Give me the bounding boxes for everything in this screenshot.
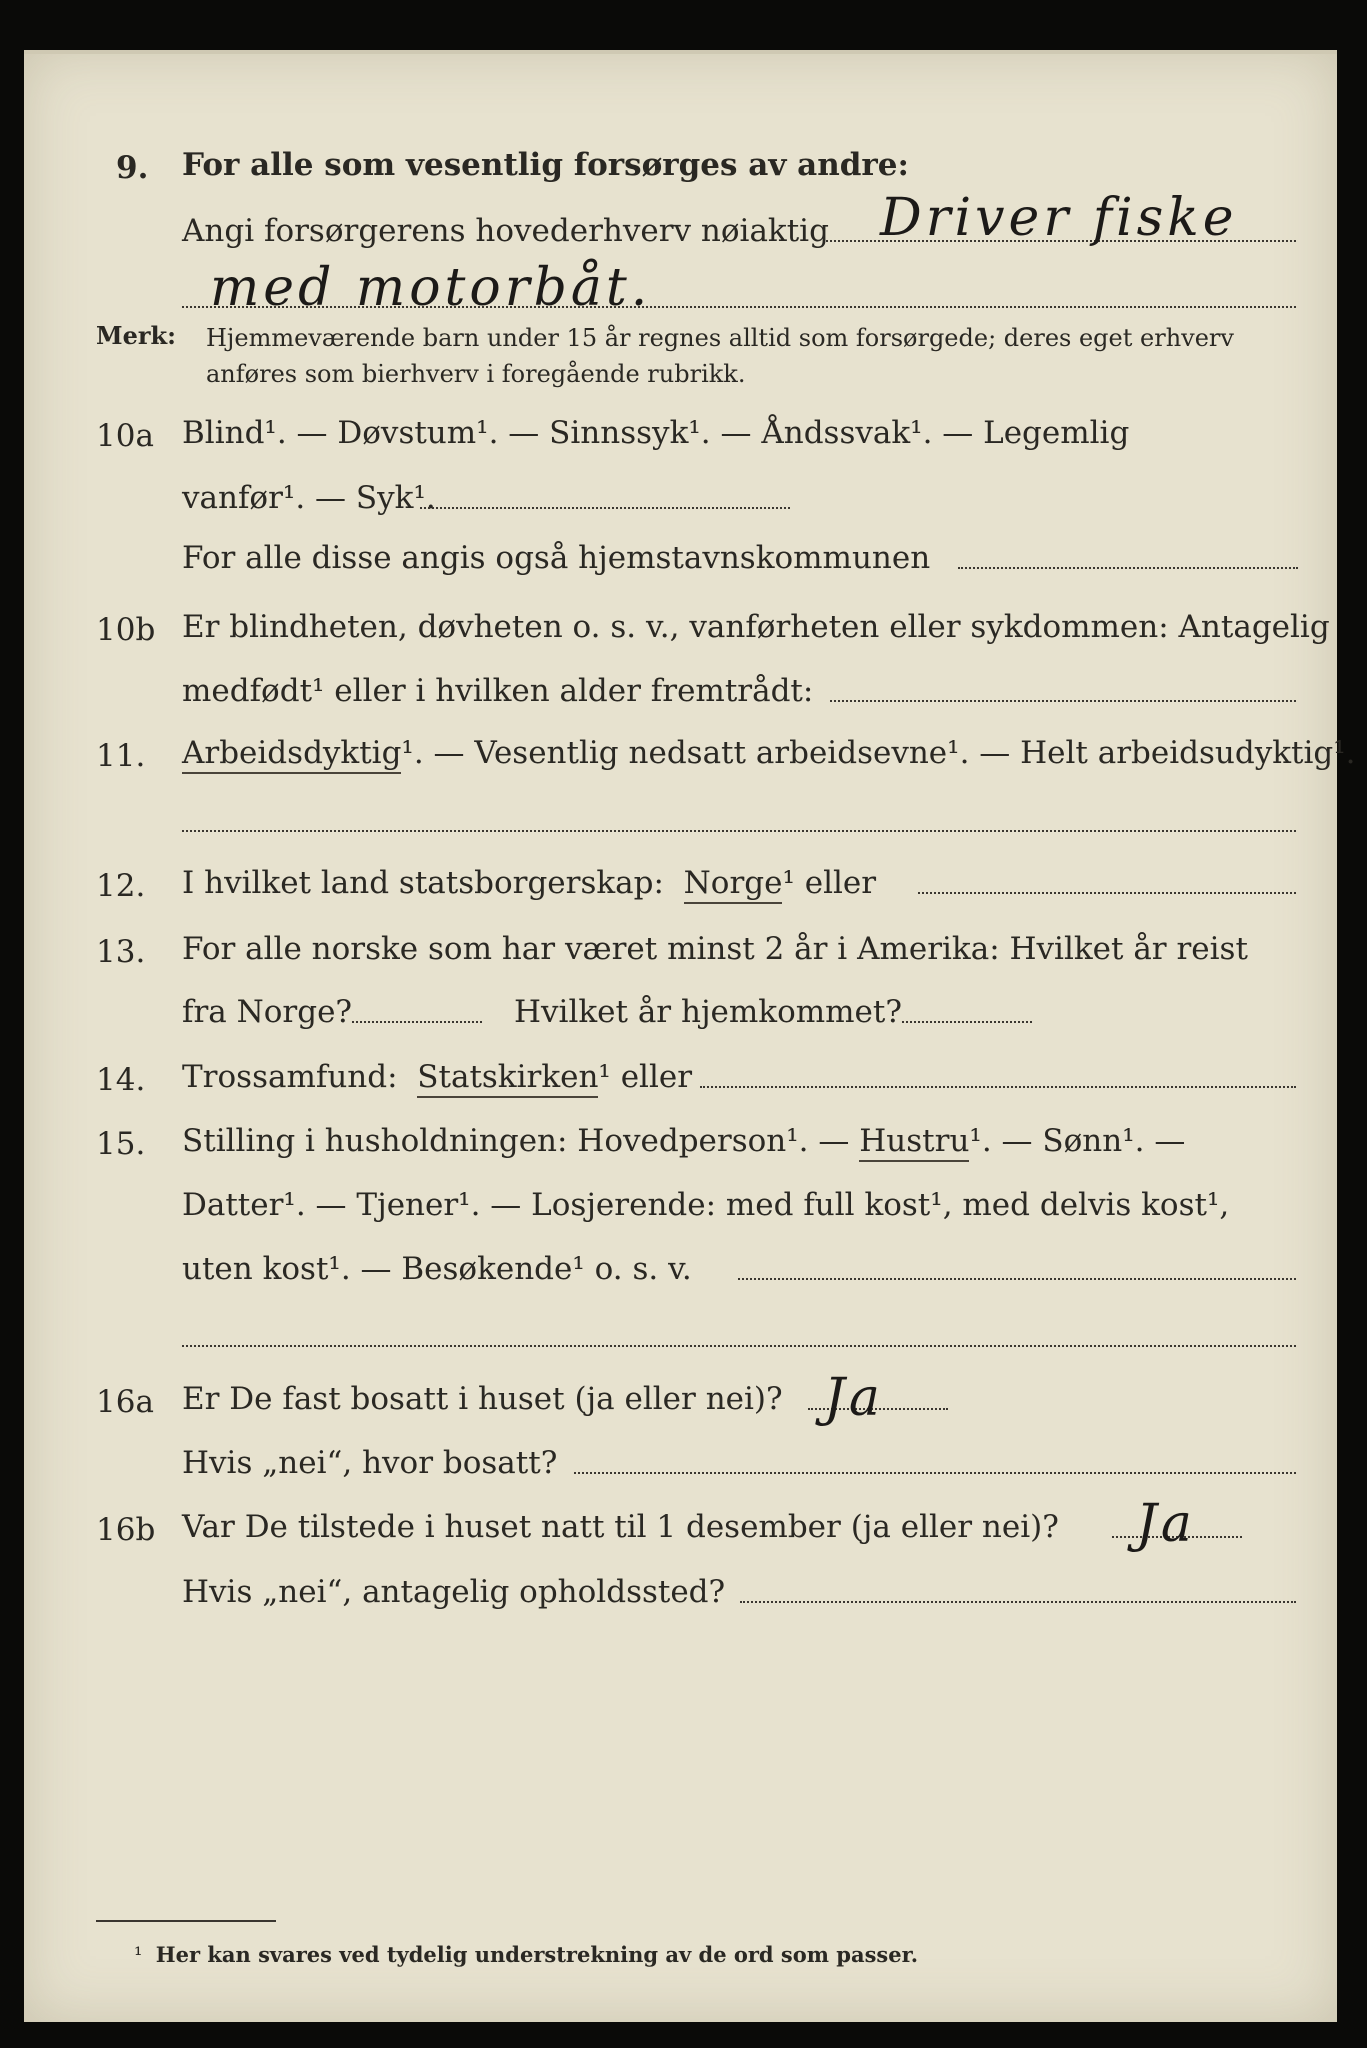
footnote-text: Her kan svares ved tydelig understrekning av de ord som passer. — [155, 1942, 919, 1967]
q14-post: ¹ eller — [598, 1059, 693, 1095]
q12-post: ¹ eller — [782, 865, 877, 901]
q16b-handwritten-answer: Ja — [1136, 1494, 1196, 1554]
q14-option-statskirken[interactable]: Statskirken — [417, 1059, 598, 1098]
q10a-syk-line[interactable] — [420, 507, 790, 509]
q14-line — [182, 1059, 693, 1095]
q10b-line-1: Er blindheten, døvheten o. s. v., vanførheten eller sykdommen: Antagelig — [182, 609, 1330, 645]
q14-prompt: Trossamfund: — [182, 1059, 398, 1095]
q9-heading: For alle som vesentlig forsørges av andre: — [182, 147, 909, 183]
q10a-line-3: For alle disse angis også hjemstavnskommunen — [182, 540, 931, 576]
q13-reist-line[interactable] — [352, 1021, 482, 1023]
footnote — [134, 1944, 918, 1966]
q15-option-hustru[interactable]: Hustru — [859, 1123, 969, 1162]
q11-number: 11. — [96, 738, 146, 774]
q11-rest: ¹. — Vesentlig nedsatt arbeidsevne¹. — Helt arbeidsudyktig¹. — [401, 735, 1356, 771]
q16b-number: 16b — [96, 1512, 156, 1548]
q9-prompt: Angi forsørgerens hovederhverv nøiaktig — [182, 213, 829, 249]
q13-reist-label: fra Norge? — [182, 994, 353, 1030]
footnote-mark: ¹ — [134, 1943, 143, 1967]
merk-line-1: Hjemmeværende barn under 15 år regnes alltid som forsørgede; deres eget erhverv — [206, 324, 1234, 352]
q12-prompt: I hvilket land statsborgerskap: — [182, 865, 664, 901]
q9-handwritten-answer-2: med motorbåt. — [210, 258, 652, 318]
q16a-bosatt-line[interactable] — [574, 1472, 1296, 1474]
q16a-handwritten-answer: Ja — [824, 1368, 884, 1428]
q13-line-1: For alle norske som har været minst 2 år i Amerika: Hvilket år reist — [182, 931, 1248, 967]
q16b-line-2: Hvis „nei“, antagelig opholdssted? — [182, 1574, 726, 1610]
q10b-answer-line[interactable] — [830, 700, 1296, 702]
q12-line — [182, 865, 877, 901]
q9-number: 9. — [116, 150, 149, 186]
q15-line-1 — [182, 1123, 1186, 1159]
q13-hjemkommet-label: Hvilket år hjemkommet? — [514, 994, 902, 1030]
q16b-line-1: Var De tilstede i huset natt til 1 desember (ja eller nei)? — [182, 1509, 1059, 1545]
q13-hjemkommet-line[interactable] — [902, 1021, 1032, 1023]
merk-line-2: anføres som bierhverv i foregående rubrikk. — [206, 360, 746, 388]
q16b-opholdssted-line[interactable] — [740, 1601, 1296, 1603]
q12-number: 12. — [96, 868, 146, 904]
q11-option-arbeidsdyktig[interactable]: Arbeidsdyktig — [182, 735, 401, 774]
q10a-number: 10a — [96, 418, 154, 454]
q14-answer-line[interactable] — [700, 1086, 1296, 1088]
q12-answer-line[interactable] — [918, 892, 1296, 894]
q15-number: 15. — [96, 1126, 146, 1162]
q16a-line-2: Hvis „nei“, hvor bosatt? — [182, 1445, 558, 1481]
merk-label: Merk: — [96, 321, 176, 350]
q16a-number: 16a — [96, 1384, 154, 1420]
q16a-line-1: Er De fast bosatt i huset (ja eller nei)? — [182, 1381, 783, 1417]
q11-answer-line[interactable] — [182, 830, 1296, 832]
q10a-line-1: Blind¹. — Døvstum¹. — Sinnssyk¹. — Åndssvak¹. — Legemlig — [182, 415, 1130, 451]
q9-handwritten-answer-1: Driver fiske — [880, 188, 1238, 248]
q9-answer-line-2[interactable] — [182, 306, 1296, 308]
q12-option-norge[interactable]: Norge — [684, 865, 783, 904]
q15-answer-line-2[interactable] — [182, 1345, 1296, 1347]
q15-line-3: uten kost¹. — Besøkende¹ o. s. v. — [182, 1251, 692, 1287]
q15-answer-line-1[interactable] — [738, 1278, 1296, 1280]
q10a-line-2: vanfør¹. — Syk¹. — [182, 480, 436, 516]
top-edge — [24, 50, 1337, 54]
q15-line-1-post: ¹. — Sønn¹. — — [969, 1123, 1186, 1159]
q15-line-1-pre: Stilling i husholdningen: Hovedperson¹. — — [182, 1123, 850, 1159]
q10b-number: 10b — [96, 612, 156, 648]
q11-line — [182, 735, 1356, 771]
q13-number: 13. — [96, 934, 146, 970]
q10b-line-2: medfødt¹ eller i hvilken alder fremtrådt: — [182, 673, 814, 709]
footnote-rule — [96, 1920, 276, 1922]
q15-line-2: Datter¹. — Tjener¹. — Losjerende: med full kost¹, med delvis kost¹, — [182, 1187, 1230, 1223]
q14-number: 14. — [96, 1062, 146, 1098]
q10a-hjemstavn-line[interactable] — [958, 567, 1298, 569]
